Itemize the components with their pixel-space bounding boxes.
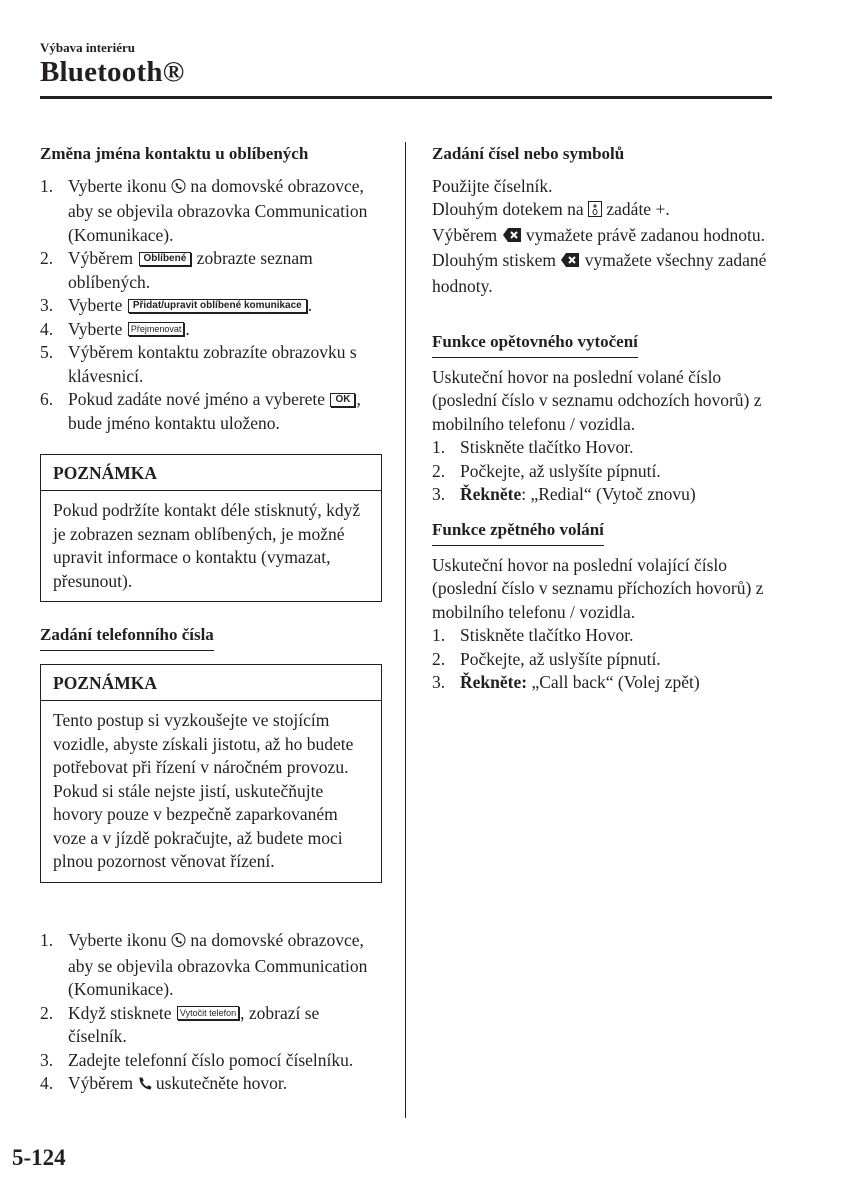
list-item <box>432 436 777 460</box>
rename-button[interactable]: Přejmenovat <box>128 322 185 336</box>
callback-steps <box>432 624 777 695</box>
note-heading: POZNÁMKA <box>41 665 381 701</box>
phone-handset-icon <box>171 931 186 955</box>
step-text: , zobrazí se číselník. <box>68 1002 320 1046</box>
list-item <box>432 671 777 695</box>
step-number: 4. <box>40 318 54 339</box>
call-icon <box>138 1074 152 1098</box>
page-number: 5-124 <box>12 1145 66 1170</box>
note-text: Pokud podržíte kontakt déle stisknutý, když je zobrazen seznam oblíbených, je možné upravit informace o kontaktu (vymazat, přesunout). <box>53 500 361 591</box>
section-label: Výbava interiéru <box>40 40 135 55</box>
step-number: 5. <box>40 342 54 362</box>
list-item <box>40 341 382 388</box>
list-item <box>432 483 777 507</box>
ok-button[interactable]: OK <box>330 393 355 407</box>
step-text: : „Redial“ (Vytoč znovu) <box>521 484 696 504</box>
zero-plus-key-icon <box>588 200 602 224</box>
numbers-line-2 <box>432 198 777 224</box>
list-item <box>432 624 777 648</box>
page-title: Bluetooth® <box>40 56 185 88</box>
step-text: Výběrem kontaktu zobrazíte obrazovku s klávesnicí. <box>68 342 357 386</box>
step-text: Počkejte, až uslyšíte pípnutí. <box>460 460 661 481</box>
step-text: Vyberte ikonu <box>68 930 172 950</box>
step-text: Zadejte telefonní číslo pomocí číselníku. <box>68 1049 354 1070</box>
step-bold-text: Řekněte: <box>460 672 528 692</box>
backspace-icon <box>502 226 522 250</box>
step-number: 2. <box>40 248 54 268</box>
line-text: zadáte +. <box>602 199 670 219</box>
note-text: Tento postup si vyzkoušejte ve stojícím vozidle, abyste získali jistotu, až ho budete potřebovat při řízení v náročném provozu. Pokud si stále nejste jistí, uskutečňujte hovory pouze v bezpečně zaparkovaném voze a v jízdě pokračujte, až budete moci plnou pozornost věnovat řízení. <box>53 710 354 871</box>
list-item <box>40 318 382 342</box>
rename-section <box>40 142 382 435</box>
list-item <box>40 247 382 294</box>
favorites-button[interactable]: Oblíbené <box>139 252 192 266</box>
list-item <box>40 294 382 318</box>
list-item <box>40 1072 382 1098</box>
step-number: 3. <box>432 484 446 504</box>
dial-heading: Zadání telefonního čísla <box>40 623 214 651</box>
add-edit-favorites-button[interactable]: Přidat/upravit oblíbené komunikace <box>128 299 307 313</box>
step-text: Stiskněte tlačítko Hovor. <box>460 625 634 645</box>
list-item <box>432 648 777 672</box>
title-rule <box>40 96 772 99</box>
step-number: 3. <box>40 295 54 315</box>
redial-text: Uskuteční hovor na poslední volané číslo (poslední číslo v seznamu odchozích hovorů) z mobilního telefonu / vozidla. <box>432 366 762 434</box>
numbers-section <box>432 142 777 298</box>
dial-steps <box>40 929 382 1098</box>
step-text: na domovské obrazovce, aby se objevila obrazovka Communication (Komunikace). <box>68 175 368 245</box>
step-bold-text: Řekněte <box>460 484 522 504</box>
line-text: Výběrem <box>432 224 502 245</box>
redial-steps <box>432 436 777 507</box>
numbers-line-4 <box>432 249 777 298</box>
step-number: 1. <box>432 625 446 645</box>
callback-section <box>432 518 777 695</box>
note-box <box>40 664 382 883</box>
step-text: zobrazte seznam oblíbených. <box>68 248 313 292</box>
step-number: 3. <box>40 1049 54 1070</box>
backspace-icon <box>560 251 580 275</box>
step-text: Když stisknete <box>68 1002 176 1023</box>
step-text: , bude jméno kontaktu uloženo. <box>68 389 361 433</box>
step-text: Vyberte <box>68 295 127 315</box>
dial-phone-button[interactable]: Vytočit telefon <box>177 1006 239 1020</box>
step-text: Vyberte ikonu <box>68 175 172 196</box>
dial-steps-section <box>40 929 382 1098</box>
list-item <box>40 175 382 248</box>
numbers-heading: Zadání čísel nebo symbolů <box>432 144 625 163</box>
note-box <box>40 454 382 602</box>
step-number: 1. <box>432 437 446 457</box>
step-text: Počkejte, až uslyšíte pípnutí. <box>460 648 661 669</box>
step-number: 2. <box>432 648 446 669</box>
step-number: 1. <box>40 930 54 950</box>
line-text: vymažete všechny zadané hodnoty. <box>432 250 767 296</box>
step-number: 2. <box>40 1002 54 1023</box>
line-text: Dlouhým stiskem <box>432 250 561 270</box>
phone-handset-icon <box>171 177 186 201</box>
line-text: Dlouhým dotekem na <box>432 199 589 219</box>
list-item <box>40 388 382 435</box>
step-text: Stiskněte tlačítko Hovor. <box>460 437 634 457</box>
step-text: „Call back“ (Volej zpět) <box>527 672 700 692</box>
step-text: . <box>185 318 190 339</box>
step-text: Vyberte <box>68 318 127 339</box>
list-item <box>40 1002 382 1049</box>
step-text: Výběrem <box>68 248 138 268</box>
list-item <box>432 460 777 484</box>
line-text: vymažete právě zadanou hodnotu. <box>521 224 765 245</box>
callback-heading: Funkce zpětného volání <box>432 518 604 546</box>
redial-heading: Funkce opětovného vytočení <box>432 330 638 358</box>
note-heading: POZNÁMKA <box>41 455 381 491</box>
column-divider <box>405 142 406 1118</box>
step-text: na domovské obrazovce, aby se objevila obrazovka Communication (Komunikace). <box>68 930 368 999</box>
step-text: . <box>307 295 313 315</box>
rename-heading: Změna jména kontaktu u oblíbených <box>40 144 309 163</box>
redial-section <box>432 330 777 507</box>
step-number: 3. <box>432 672 446 692</box>
step-number: 4. <box>40 1073 54 1093</box>
list-item <box>40 1049 382 1073</box>
numbers-line-3 <box>432 224 777 250</box>
dial-section <box>40 623 382 651</box>
step-number: 6. <box>40 389 54 409</box>
rename-steps <box>40 175 382 436</box>
step-text: uskutečněte hovor. <box>151 1073 288 1093</box>
numbers-line-1: Použijte číselník. <box>432 175 553 196</box>
step-number: 2. <box>432 460 446 481</box>
step-text: Výběrem <box>68 1073 138 1093</box>
callback-text: Uskuteční hovor na poslední volající číslo (poslední číslo v seznamu příchozích hovorů) z mobilního telefonu / vozidla. <box>432 554 764 622</box>
step-text: Pokud zadáte nové jméno a vyberete <box>68 389 330 409</box>
list-item <box>40 929 382 1002</box>
step-number: 1. <box>40 175 54 196</box>
